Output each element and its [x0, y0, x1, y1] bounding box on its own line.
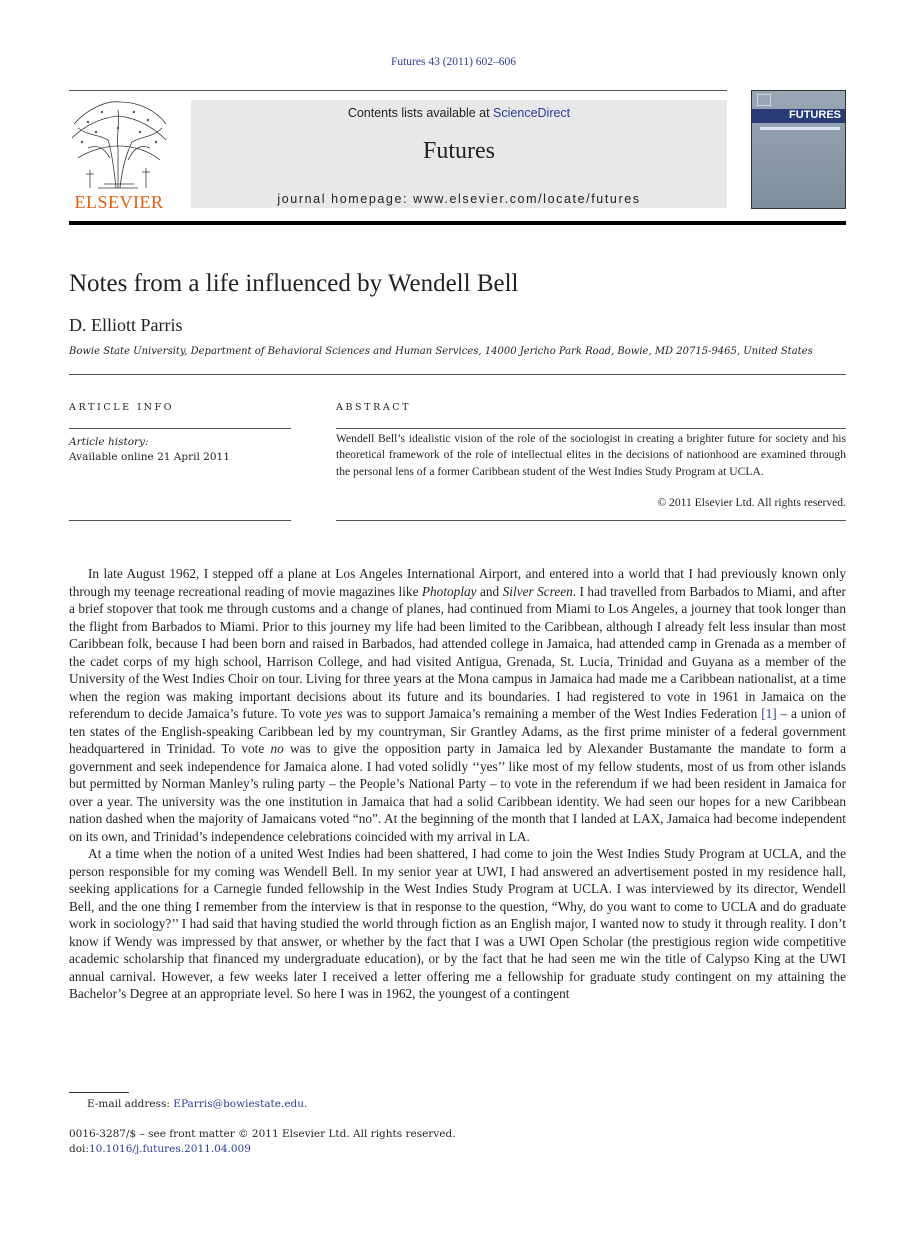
doi-line: doi:10.1016/j.futures.2011.04.009 [69, 1143, 251, 1155]
abstract-copyright: © 2011 Elsevier Ltd. All rights reserved. [657, 496, 846, 509]
journal-citation: Futures 43 (2011) 602–606 [390, 56, 517, 68]
contents-line [191, 106, 727, 120]
footnote-rule [69, 1092, 129, 1093]
journal-homepage[interactable]: journal homepage: www.elsevier.com/locate/futures [277, 192, 641, 206]
issn-line: 0016-3287/$ – see front matter © 2011 Elsevier Ltd. All rights reserved. [69, 1128, 456, 1140]
article-info-rule [69, 428, 291, 429]
abstract-rule [336, 428, 846, 429]
email-link[interactable]: EParris@bowiestate.edu [173, 1098, 305, 1110]
article-body [69, 565, 846, 1003]
journal-name: Futures [423, 138, 495, 164]
body-paragraph: At a time when the notion of a united West Indies had been shattered, I had come to join the West Indies Study Program at UCLA, and the person responsible for my coming was Wendell Bell. In my senior year at UWI, I had answered an advertisement posted in my residence hall, seeking applications for a Carnegie funded fellowship in the West Indies Study Program at UCLA. I was interviewed by its director, Wendell Bell, and the one thing I remember from the interview is that in response to the question, “Why, do you want to come to UCLA and do graduate work in sociology?’’ I had said that having studied the world through fiction as an English major, I wanted now to study it through reality. I don’t know if Wendy was impressed by that answer, or whether by the fact that I was a UWI Open Scholar (the prestigious region wide competitive academic scholarship that financed my undergraduate education), or by the fact that he had seen me win the title of Calypso King at the UWI annual carnival. However, a few weeks later I received a letter offering me a fellowship for graduate study contingent on my attaining the Bachelor’s Degree at an appropriate level. So here I was in 1962, the youngest of a contingent [69, 846, 846, 1001]
body-paragraph: In late August 1962, I stepped off a plane at Los Angeles International Airport, and entered into a world that I had previously known only through my teenage recreational reading of movie magazines like Photoplay and Silver Screen. I had travelled from Barbados to Miami, and after a brief stopover that took me through customs and a change of planes, had continued from Miami to Los Angeles, a journey that took longer than the flight from Barbados to Miami. Prior to this journey my life had been limited to the Caribbean, although I already felt less insular than most Caribbean folk, because I had been born and raised in Barbados, had attended college in Jamaica, had attended camp in Grenada as a member of the cadet corps of my high school, Harrison College, and had visited Antigua, Grenada, St. Lucia, Trinidad and Guyana as a member of the University of the West Indies Choir on tour. Living for three years at the Mona campus in Jamaica had made me a Caribbean nationalist, at a time when the region was making important decisions about its future and its boundaries. I had registered to vote in 1961 in Jamaica on the referendum to decide Jamaica’s future. To vote yes was to support Jamaica’s remaining a member of the West Indies Federation [1] – a union of ten states of the English-speaking Caribbean led by my countryman, Sir Grantley Adams, as the first prime minister of a federal government headquartered in Trinidad. To vote no was to give the opposition party in Jamaica led by Alexander Bustamante the mandate to form a government and seek independence for Jamaica alone. I had voted solidly ‘‘yes’’ like most of my fellow students, most of us from other islands but permitted by Norman Manley’s ruling party – the People’s National Party – to vote in the referendum if we had been resident in Jamaica for over a year. The university was the one institution in Jamaica that had a solid Caribbean identity. We had seen our hopes for a new Caribbean nation dashed when the majority of Jamaicans voted “no”. At the beginning of the month that I landed at LAX, Jamaica had become independent on its own, and Trinidad’s independence celebrations coincided with my arrival in LA. [69, 566, 847, 844]
header-bottom-rule [69, 221, 846, 225]
cover-subtitle-bar [760, 127, 840, 130]
header-top-rule [69, 90, 727, 91]
abstract-heading: ABSTRACT [336, 402, 412, 413]
article-author: D. Elliott Parris [69, 315, 183, 335]
reference-link[interactable]: [1] [761, 706, 777, 721]
abstract-bottom-rule [336, 520, 846, 521]
article-history-label: Article history: [69, 436, 149, 448]
email-footnote: E-mail address: EParris@bowiestate.edu. [87, 1098, 308, 1110]
abstract-text: Wendell Bell’s idealistic vision of the role of the sociologist in creating a brighter future for society and his theoretical framework of the role of intellectual elites in the decisions of nationhood are examined through the personal lens of a former Caribbean student of the West Indies Study Program at UCLA. [336, 432, 846, 478]
info-top-rule [69, 374, 846, 375]
article-info-bottom-rule [69, 520, 291, 521]
sciencedirect-link[interactable]: ScienceDirect [493, 106, 571, 120]
cover-title: FUTURES [789, 109, 841, 121]
doi-link[interactable]: 10.1016/j.futures.2011.04.009 [88, 1143, 251, 1155]
article-info-heading: ARTICLE INFO [69, 402, 175, 413]
article-history-value: Available online 21 April 2011 [69, 451, 230, 463]
journal-cover-image [751, 90, 846, 209]
journal-header-box [191, 100, 727, 208]
author-affiliation: Bowie State University, Department of Behavioral Sciences and Human Services, 14000 Jericho Park Road, Bowie, MD 20715-9465, United States [69, 346, 813, 357]
cover-publisher-logo-icon [757, 94, 771, 106]
elsevier-wordmark: ELSEVIER [74, 192, 164, 212]
article-title: Notes from a life influenced by Wendell Bell [69, 270, 519, 297]
contents-prefix: Contents lists available at [347, 106, 494, 120]
